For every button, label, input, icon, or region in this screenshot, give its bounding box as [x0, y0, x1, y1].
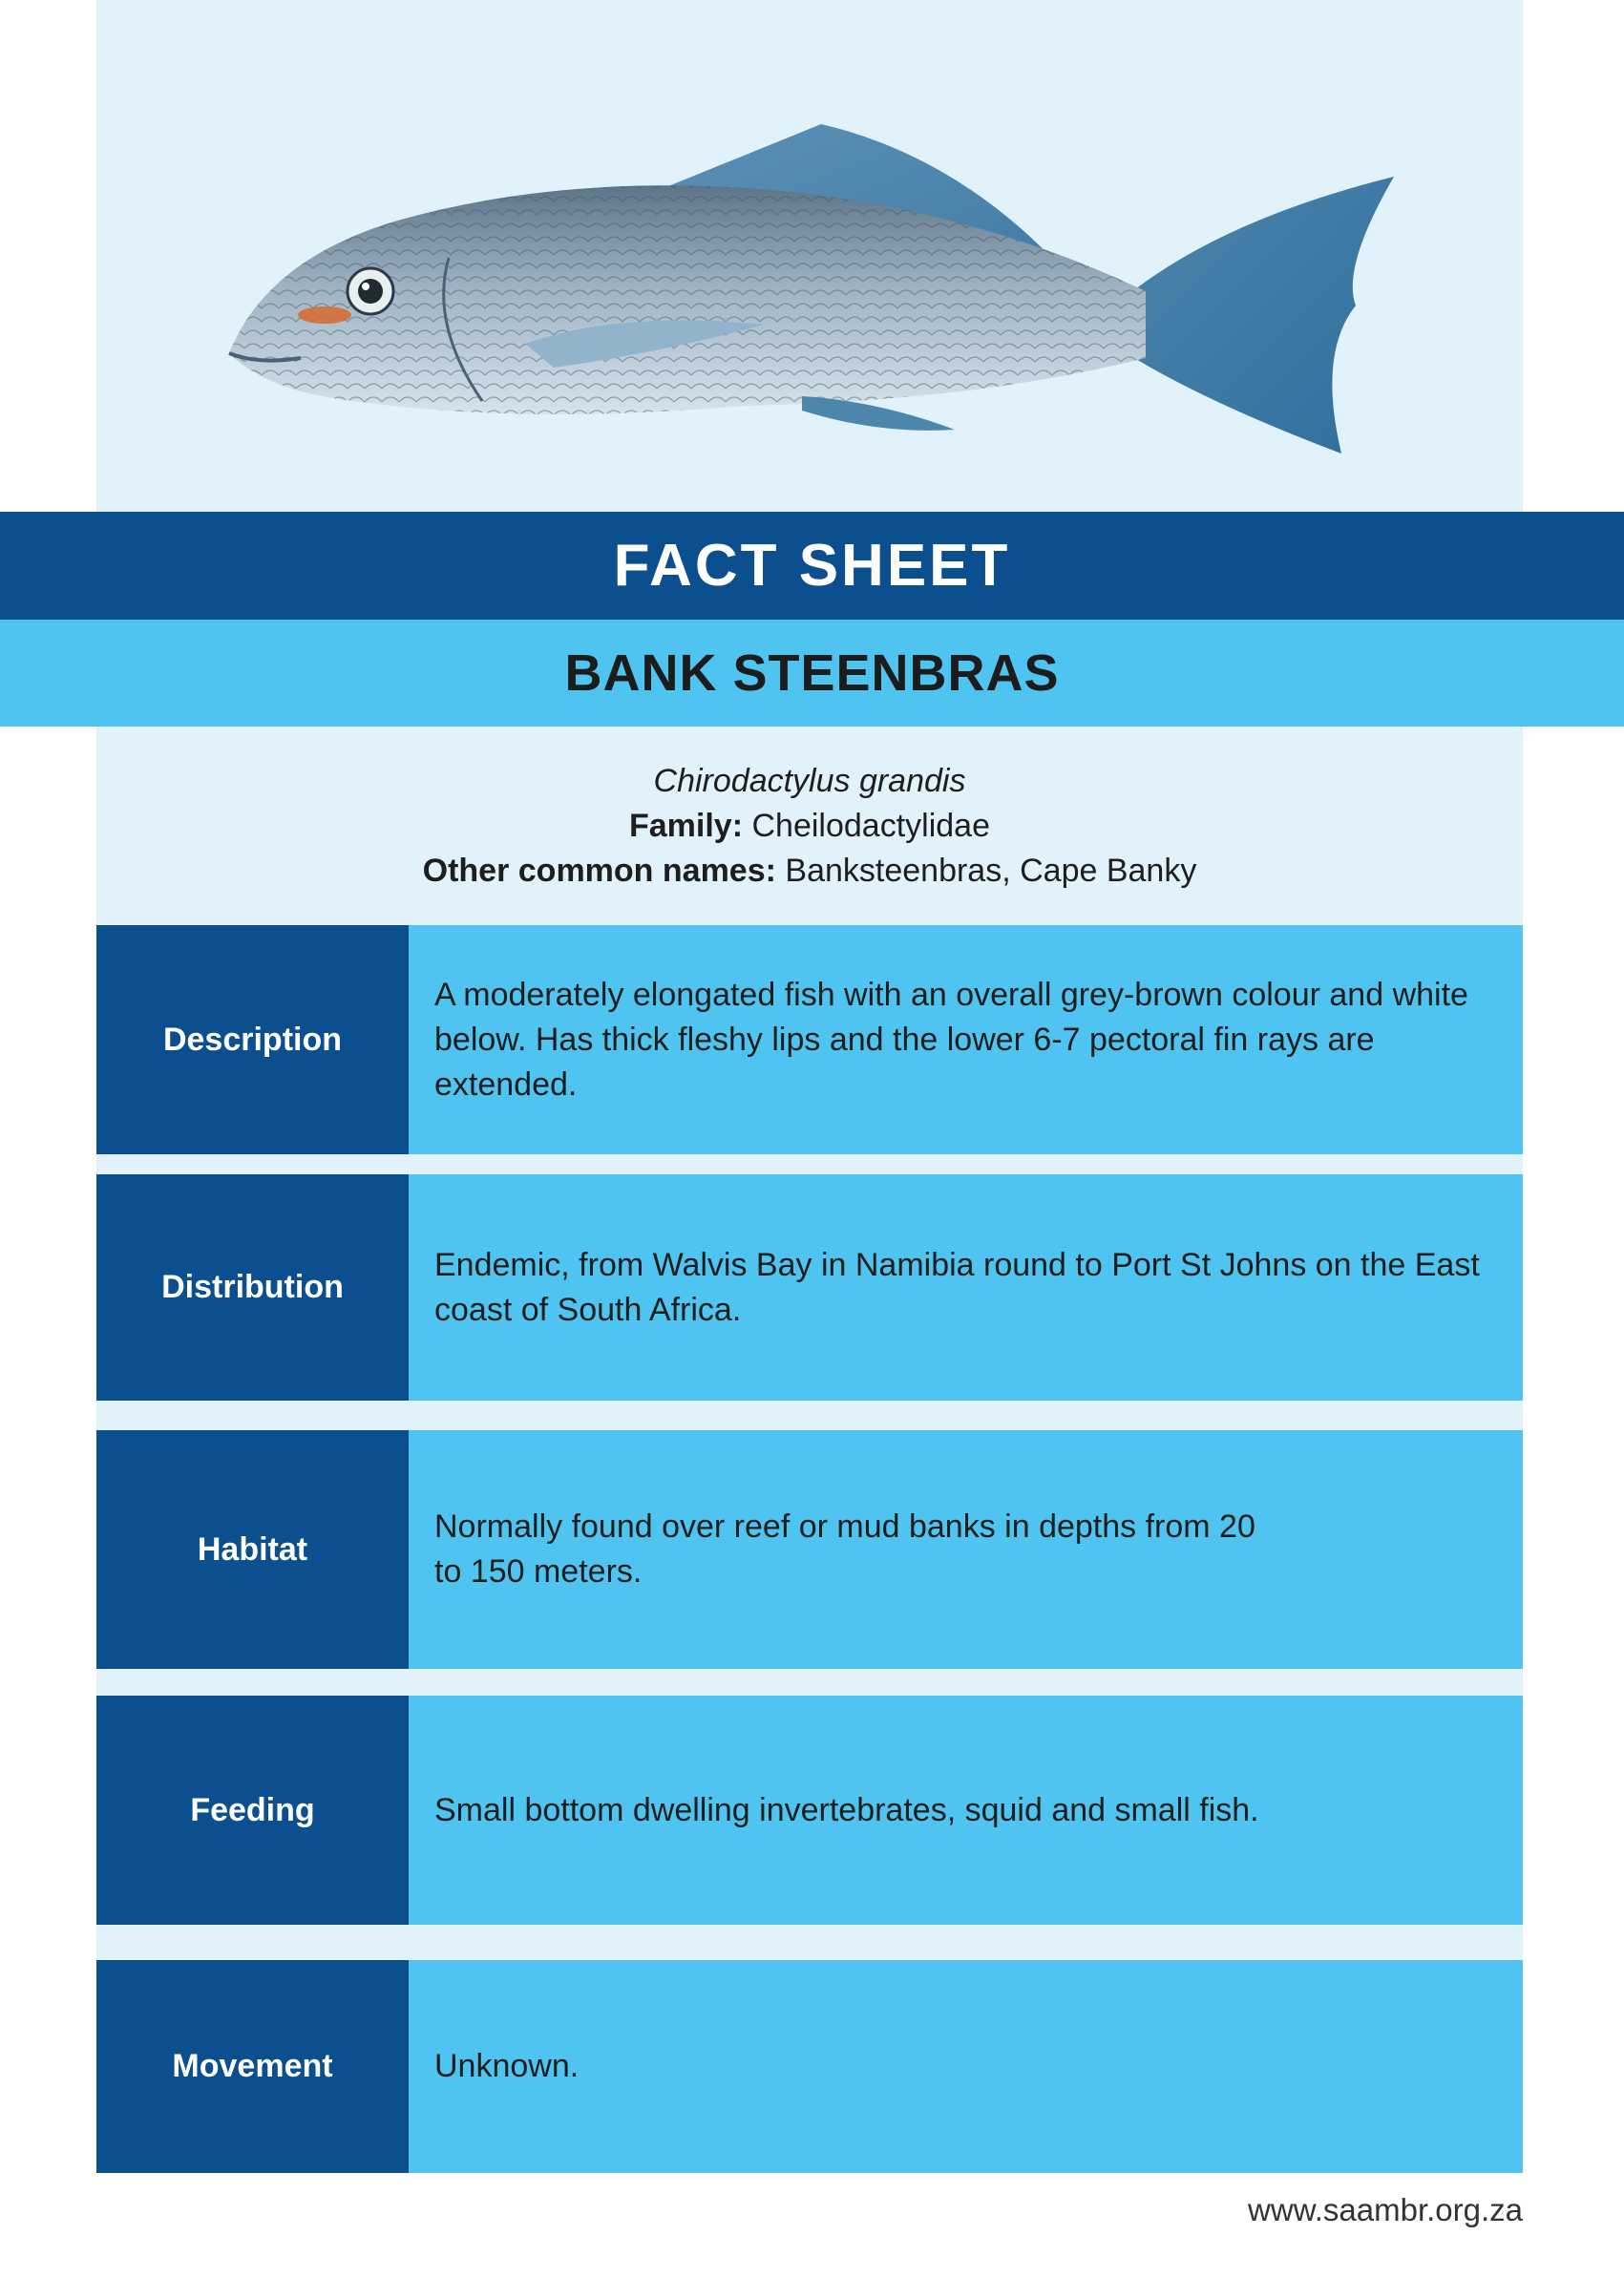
fact-sheet-banner [0, 512, 1624, 620]
fact-label: Feeding [96, 1696, 409, 1925]
fact-label: Distribution [96, 1174, 409, 1401]
banner-title: FACT SHEET [613, 533, 1011, 599]
fact-text-cell [409, 1430, 1523, 1669]
scientific-name: Chirodactylus grandis [653, 763, 966, 799]
common-names-label: Other common names: [422, 853, 776, 889]
website-link[interactable]: www.saambr.org.za [1248, 2192, 1523, 2227]
fact-row-feeding [96, 1696, 1523, 1925]
fact-text: Normally found over reef or mud banks in depths from 20 to 150 meters. [434, 1508, 1255, 1590]
fact-row-habitat [96, 1430, 1523, 1669]
fish-illustration [210, 115, 1423, 477]
fact-row-description [96, 925, 1523, 1154]
fact-text-cell [409, 1960, 1523, 2173]
fact-text-cell [409, 1174, 1523, 1401]
fact-label: Description [96, 925, 409, 1154]
common-names-value: Banksteenbras, Cape Banky [785, 853, 1197, 889]
species-name: BANK STEENBRAS [564, 644, 1060, 702]
fact-row-distribution [96, 1174, 1523, 1401]
fact-text: A moderately elongated fish with an overall grey-brown colour and white below. Has thick fleshy lips and the lower 6-7 pectoral fin rays are extended. [434, 976, 1468, 1103]
fact-text-cell [409, 925, 1523, 1154]
fact-text: Unknown. [434, 2048, 580, 2084]
common-names-line [96, 849, 1523, 894]
family-value: Cheilodactylidae [751, 808, 990, 844]
fact-label: Habitat [96, 1430, 409, 1669]
species-meta [96, 759, 1523, 894]
family-line [96, 804, 1523, 849]
fact-label: Movement [96, 1960, 409, 2173]
fact-text: Small bottom dwelling invertebrates, squid and small fish. [434, 1791, 1259, 1828]
species-banner [0, 620, 1624, 727]
fact-text-cell [409, 1696, 1523, 1925]
fact-row-movement [96, 1960, 1523, 2173]
family-label: Family: [629, 808, 744, 844]
fact-text: Endemic, from Walvis Bay in Namibia round to Port St Johns on the East coast of South Africa. [434, 1246, 1480, 1328]
